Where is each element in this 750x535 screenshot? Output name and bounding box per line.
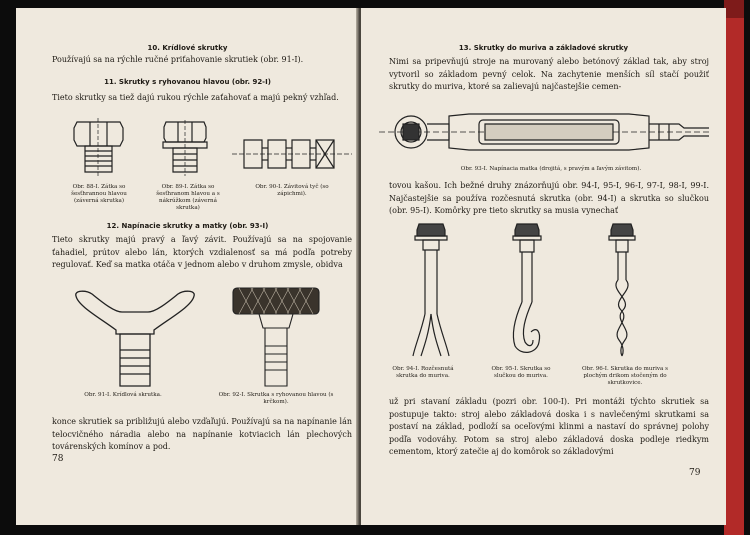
caption-fig-96: Obr. 96-I. Skrutka do muriva s plochým drikom stočeným do skrutkovice. [581, 366, 669, 386]
paragraph-end: konce skrutiek sa približujú alebo vzďaľujú. Používajú sa na napínanie lán telocvičného náradia alebo na napínanie kotviacich lán plechových továrenských komínov a pod. [52, 417, 352, 452]
caption-fig-92: Obr. 92-I. Skrutka s ryhovanou hlavou (s krčkom). [218, 392, 334, 405]
section-heading-11: 11. Skrutky s ryhovanou hlavou (obr. 92-I) [104, 78, 271, 86]
caption-fig-90: Obr. 90-I. Závitová tyč (so zápichmi). [255, 184, 329, 197]
caption-fig-91: Obr. 91-I. Krídlová skrutka. [84, 392, 162, 398]
paragraph-11: Tieto skrutky sa tiež dajú rukou rýchle zaťahovať a majú pekný vzhľad. [52, 93, 339, 102]
paragraph-middle: tovou kašou. Ich bežné druhy znázorňujú obr. 94-I, 95-I, 96-I, 97-I, 98-I, 99-I. Najčastejšie sa používa rozčesnutá skrutka (obr. 94-I) a skrutka so slučkou (obr. 95-I). Komôrky pre tieto skrutky sa musia vynechať [389, 181, 709, 216]
hex-plug-figure [71, 118, 126, 178]
section-heading-10: 10. Krídlové skrutky [147, 44, 228, 52]
caption-fig-88: Obr. 88-I. Zátka so šesťhrannou hlavou (záverná skrutka) [71, 184, 127, 204]
section-heading-12: 12. Napínacie skrutky a matky (obr. 93-I) [106, 222, 269, 230]
paragraph-12: Tieto skrutky majú pravý a ľavý závit. Používajú sa na spojovanie ťahadiel, prútov alebo lán, ktorých vzdialenosť sa má podľa potreby regulovať. Keď sa matka otáča v jednom alebo v druhom zmysle, obidva [52, 235, 352, 270]
collared-plug-figure [160, 120, 210, 178]
wing-screw-figure [70, 290, 200, 390]
caption-fig-95: Obr. 95-I. Skrutka so slučkou do muriva. [491, 366, 551, 379]
book-edge-top [724, 0, 744, 18]
page-number-left: 78 [52, 454, 64, 464]
paragraph-13: Nimi sa pripevňujú stroje na murovaný alebo betónový základ tak, aby stroj vytvoril so základom pevný celok. Na zachytenie menších síl stačí použiť skrutky do muriva, ktoré sa zalievajú najčastejšie cemen- [389, 57, 709, 92]
hook-bolt-figure [507, 222, 553, 358]
right-page [361, 8, 726, 525]
section-heading-13: 13. Skrutky do muriva a základové skrutky [458, 44, 629, 52]
split-bolt-figure [411, 222, 451, 358]
left-page [16, 8, 359, 525]
paragraph-end-right: už pri stavaní základu (pozri obr. 100-I). Pri montáži týchto skrutiek sa postupuje takto: stroj alebo základová doska i s navlečenými skrutkami sa postaví na základ, podloží sa oceľovými klinmi a nastaví do správnej polohy podľa vodováhy. Potom sa stroj alebo základová doska podleje riedkym cementom, ktorý zatečie aj do komôrok so základovými [389, 397, 709, 457]
twisted-bolt-figure [607, 222, 637, 358]
paragraph-10: Používajú sa na rýchle ručné priťahovanie skrutiek (obr. 91-I). [52, 55, 304, 64]
turnbuckle-figure [379, 104, 709, 160]
caption-fig-89: Obr. 89-I. Zátka so šesťhranom hlavou a s nákrúžkom (záverná skrutka) [156, 184, 220, 211]
threaded-rod-figure [232, 136, 357, 176]
caption-fig-93: Obr. 93-I. Napínacia matka (drojitá, s pravým a ľavým závitom). [460, 166, 642, 172]
caption-fig-94: Obr. 94-I. Rozčesnutá skrutka do muriva. [392, 366, 454, 379]
knurled-screw-figure [229, 284, 323, 390]
page-number-right: 79 [689, 468, 701, 478]
book-edge [724, 0, 744, 535]
